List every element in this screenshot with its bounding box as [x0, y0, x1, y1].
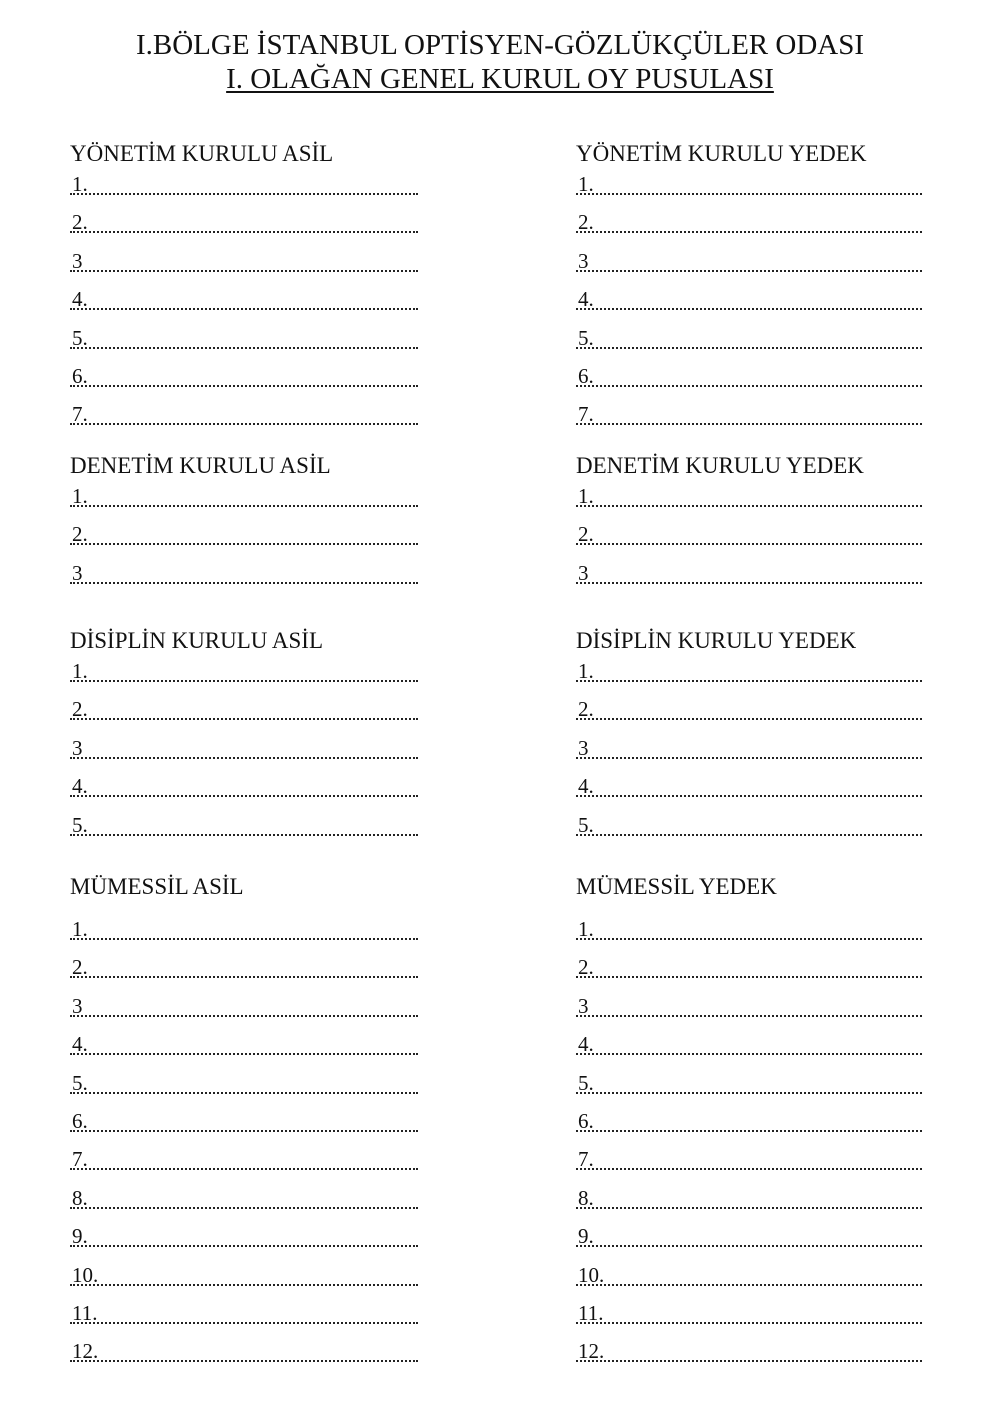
- candidate-line[interactable]: [576, 913, 922, 951]
- candidate-number: 6.: [578, 1108, 594, 1133]
- candidate-number: 3: [72, 248, 83, 273]
- candidate-line[interactable]: [576, 557, 922, 595]
- candidate-line[interactable]: [576, 990, 922, 1028]
- candidate-number: 7.: [72, 402, 88, 427]
- candidate-number: 3: [578, 560, 589, 585]
- candidate-line[interactable]: [576, 283, 922, 321]
- candidate-line[interactable]: [576, 655, 922, 693]
- candidate-line[interactable]: [70, 168, 418, 206]
- section-title: DİSİPLİN KURULU YEDEK: [576, 628, 857, 653]
- dotted-write-line: [576, 582, 922, 584]
- candidate-line[interactable]: [576, 168, 922, 206]
- candidate-number: 5.: [72, 325, 88, 350]
- candidate-number: 6.: [72, 1108, 88, 1133]
- section-title: MÜMESSİL ASİL: [70, 874, 244, 899]
- candidate-line[interactable]: [70, 1067, 418, 1105]
- section-asil: [70, 140, 418, 437]
- candidate-number: 5.: [578, 1070, 594, 1095]
- candidate-number: 11.: [578, 1300, 604, 1325]
- candidate-number: 2.: [72, 522, 88, 547]
- dotted-write-line: [70, 1053, 418, 1055]
- dotted-write-line: [70, 270, 418, 272]
- section-asil: [70, 873, 418, 1374]
- dotted-write-line: [70, 1284, 418, 1286]
- candidate-number: 6.: [72, 363, 88, 388]
- candidate-line[interactable]: [70, 283, 418, 321]
- candidate-number: 3: [72, 560, 83, 585]
- candidate-number: 4.: [578, 774, 594, 799]
- dotted-write-line: [70, 505, 418, 507]
- section-yedek: [576, 627, 922, 847]
- candidate-number: 1.: [578, 659, 594, 683]
- dotted-write-line: [70, 1245, 418, 1247]
- dotted-write-line: [70, 1360, 418, 1362]
- candidate-line[interactable]: [70, 809, 418, 847]
- candidate-number: 4.: [72, 774, 88, 799]
- candidate-line[interactable]: [70, 480, 418, 518]
- candidate-number: 2.: [578, 522, 594, 547]
- candidate-line[interactable]: [70, 770, 418, 808]
- candidate-line[interactable]: [576, 732, 922, 770]
- candidate-line[interactable]: [70, 1028, 418, 1066]
- candidate-line[interactable]: [576, 951, 922, 989]
- document-subtitle: I. OLAĞAN GENEL KURUL OY PUSULASI: [226, 63, 774, 95]
- dotted-write-line: [576, 976, 922, 978]
- candidate-number: 6.: [578, 363, 594, 388]
- dotted-write-line: [70, 795, 418, 797]
- dotted-write-line: [576, 308, 922, 310]
- candidate-number: 3: [578, 248, 589, 273]
- candidate-number: 12.: [578, 1339, 605, 1364]
- candidate-line[interactable]: [70, 1297, 418, 1335]
- dotted-write-line: [576, 270, 922, 272]
- candidate-line[interactable]: [70, 1143, 418, 1181]
- dotted-write-line: [70, 1130, 418, 1132]
- candidate-line[interactable]: [576, 1220, 922, 1258]
- candidate-line[interactable]: [70, 557, 418, 595]
- dotted-write-line: [576, 1245, 922, 1247]
- candidate-number: 4.: [72, 1032, 88, 1057]
- candidate-number: 5.: [72, 812, 88, 837]
- dotted-write-line: [70, 543, 418, 545]
- dotted-write-line: [70, 718, 418, 720]
- candidate-line[interactable]: [70, 1335, 418, 1373]
- candidate-line[interactable]: [576, 809, 922, 847]
- candidate-number: 5.: [72, 1070, 88, 1095]
- candidate-line[interactable]: [70, 206, 418, 244]
- section-asil: [70, 452, 418, 595]
- dotted-write-line: [70, 308, 418, 310]
- candidate-line[interactable]: [576, 398, 922, 436]
- candidate-line[interactable]: [576, 1335, 922, 1373]
- dotted-write-line: [70, 347, 418, 349]
- dotted-write-line: [576, 423, 922, 425]
- dotted-write-line: [70, 231, 418, 233]
- dotted-write-line: [576, 795, 922, 797]
- candidate-line[interactable]: [70, 1182, 418, 1220]
- candidate-line[interactable]: [70, 1220, 418, 1258]
- candidate-number: 1.: [72, 484, 88, 508]
- candidate-line[interactable]: [70, 913, 418, 951]
- candidate-line[interactable]: [576, 693, 922, 731]
- candidate-number: 4.: [72, 287, 88, 312]
- dotted-write-line: [70, 1015, 418, 1017]
- candidate-number: 3: [72, 735, 83, 760]
- candidate-number: 1.: [72, 172, 88, 196]
- candidate-line[interactable]: [70, 1105, 418, 1143]
- candidate-line[interactable]: [70, 398, 418, 436]
- candidate-line[interactable]: [70, 1259, 418, 1297]
- dotted-write-line: [70, 423, 418, 425]
- candidate-line[interactable]: [576, 206, 922, 244]
- candidate-line[interactable]: [576, 1259, 922, 1297]
- dotted-write-line: [70, 938, 418, 940]
- dotted-write-line: [70, 976, 418, 978]
- candidate-number: 2.: [578, 210, 594, 235]
- candidate-line[interactable]: [576, 1105, 922, 1143]
- candidate-number: 3: [72, 993, 83, 1018]
- section-title: DENETİM KURULU ASİL: [70, 453, 331, 478]
- candidate-number: 4.: [578, 287, 594, 312]
- dotted-write-line: [576, 834, 922, 836]
- section-title: YÖNETİM KURULU ASİL: [70, 141, 334, 166]
- dotted-write-line: [576, 231, 922, 233]
- candidate-number: 1.: [72, 659, 88, 683]
- dotted-write-line: [576, 1168, 922, 1170]
- candidate-line[interactable]: [576, 245, 922, 283]
- dotted-write-line: [576, 1053, 922, 1055]
- candidate-number: 8.: [578, 1185, 594, 1210]
- candidate-line[interactable]: [70, 518, 418, 556]
- candidate-line[interactable]: [70, 951, 418, 989]
- dotted-write-line: [576, 1130, 922, 1132]
- dotted-write-line: [70, 834, 418, 836]
- candidate-line[interactable]: [70, 322, 418, 360]
- candidate-line[interactable]: [576, 322, 922, 360]
- dotted-write-line: [576, 1360, 922, 1362]
- candidate-number: 4.: [578, 1032, 594, 1057]
- dotted-write-line: [70, 582, 418, 584]
- dotted-write-line: [576, 1092, 922, 1094]
- candidate-number: 10.: [72, 1262, 99, 1287]
- candidate-line[interactable]: [70, 360, 418, 398]
- section-asil: [70, 627, 418, 847]
- candidate-number: 5.: [578, 325, 594, 350]
- candidate-line[interactable]: [576, 770, 922, 808]
- candidate-line[interactable]: [576, 480, 922, 518]
- candidate-number: 10.: [578, 1262, 605, 1287]
- candidate-number: 9.: [578, 1224, 594, 1249]
- dotted-write-line: [576, 347, 922, 349]
- candidate-line[interactable]: [70, 732, 418, 770]
- candidate-number: 2.: [578, 697, 594, 722]
- candidate-number: 3: [578, 735, 589, 760]
- section-title: DENETİM KURULU YEDEK: [576, 453, 864, 478]
- candidate-number: 1.: [578, 484, 594, 508]
- dotted-write-line: [70, 1168, 418, 1170]
- dotted-write-line: [70, 1092, 418, 1094]
- candidate-number: 3: [578, 993, 589, 1018]
- dotted-write-line: [576, 680, 922, 682]
- candidate-number: 9.: [72, 1224, 88, 1249]
- candidate-line[interactable]: [576, 1297, 922, 1335]
- section-title: YÖNETİM KURULU YEDEK: [576, 141, 867, 166]
- candidate-line[interactable]: [70, 693, 418, 731]
- dotted-write-line: [70, 1207, 418, 1209]
- candidate-line[interactable]: [576, 518, 922, 556]
- dotted-write-line: [576, 757, 922, 759]
- candidate-number: 2.: [72, 697, 88, 722]
- candidate-line[interactable]: [70, 990, 418, 1028]
- dotted-write-line: [576, 718, 922, 720]
- candidate-line[interactable]: [576, 360, 922, 398]
- candidate-number: 2.: [72, 210, 88, 235]
- section-title: MÜMESSİL YEDEK: [576, 874, 777, 899]
- candidate-number: 2.: [72, 955, 88, 980]
- dotted-write-line: [576, 1015, 922, 1017]
- candidate-number: 7.: [578, 1147, 594, 1172]
- candidate-number: 1.: [578, 917, 594, 941]
- section-yedek: [576, 873, 922, 1374]
- dotted-write-line: [576, 543, 922, 545]
- section-title: DİSİPLİN KURULU ASİL: [70, 628, 323, 653]
- dotted-write-line: [70, 757, 418, 759]
- candidate-number: 2.: [578, 955, 594, 980]
- candidate-line[interactable]: [576, 1143, 922, 1181]
- dotted-write-line: [576, 1207, 922, 1209]
- dotted-write-line: [576, 385, 922, 387]
- candidate-number: 8.: [72, 1185, 88, 1210]
- candidate-number: 5.: [578, 812, 594, 837]
- candidate-line[interactable]: [70, 655, 418, 693]
- dotted-write-line: [576, 505, 922, 507]
- dotted-write-line: [576, 193, 922, 195]
- header: [0, 28, 1000, 96]
- section-yedek: [576, 140, 922, 437]
- candidate-number: 7.: [72, 1147, 88, 1172]
- dotted-write-line: [576, 1284, 922, 1286]
- dotted-write-line: [70, 1322, 418, 1324]
- dotted-write-line: [70, 680, 418, 682]
- candidate-number: 1.: [578, 172, 594, 196]
- candidate-number: 1.: [72, 917, 88, 941]
- section-yedek: [576, 452, 922, 595]
- candidate-line[interactable]: [576, 1182, 922, 1220]
- document-title: I.BÖLGE İSTANBUL OPTİSYEN-GÖZLÜKÇÜLER ODASI: [135, 29, 864, 61]
- candidate-line[interactable]: [70, 245, 418, 283]
- dotted-write-line: [576, 1322, 922, 1324]
- candidate-line[interactable]: [576, 1067, 922, 1105]
- dotted-write-line: [70, 385, 418, 387]
- candidate-number: 7.: [578, 402, 594, 427]
- candidate-line[interactable]: [576, 1028, 922, 1066]
- candidate-number: 12.: [72, 1339, 99, 1364]
- dotted-write-line: [70, 193, 418, 195]
- candidate-number: 11.: [72, 1300, 98, 1325]
- dotted-write-line: [576, 938, 922, 940]
